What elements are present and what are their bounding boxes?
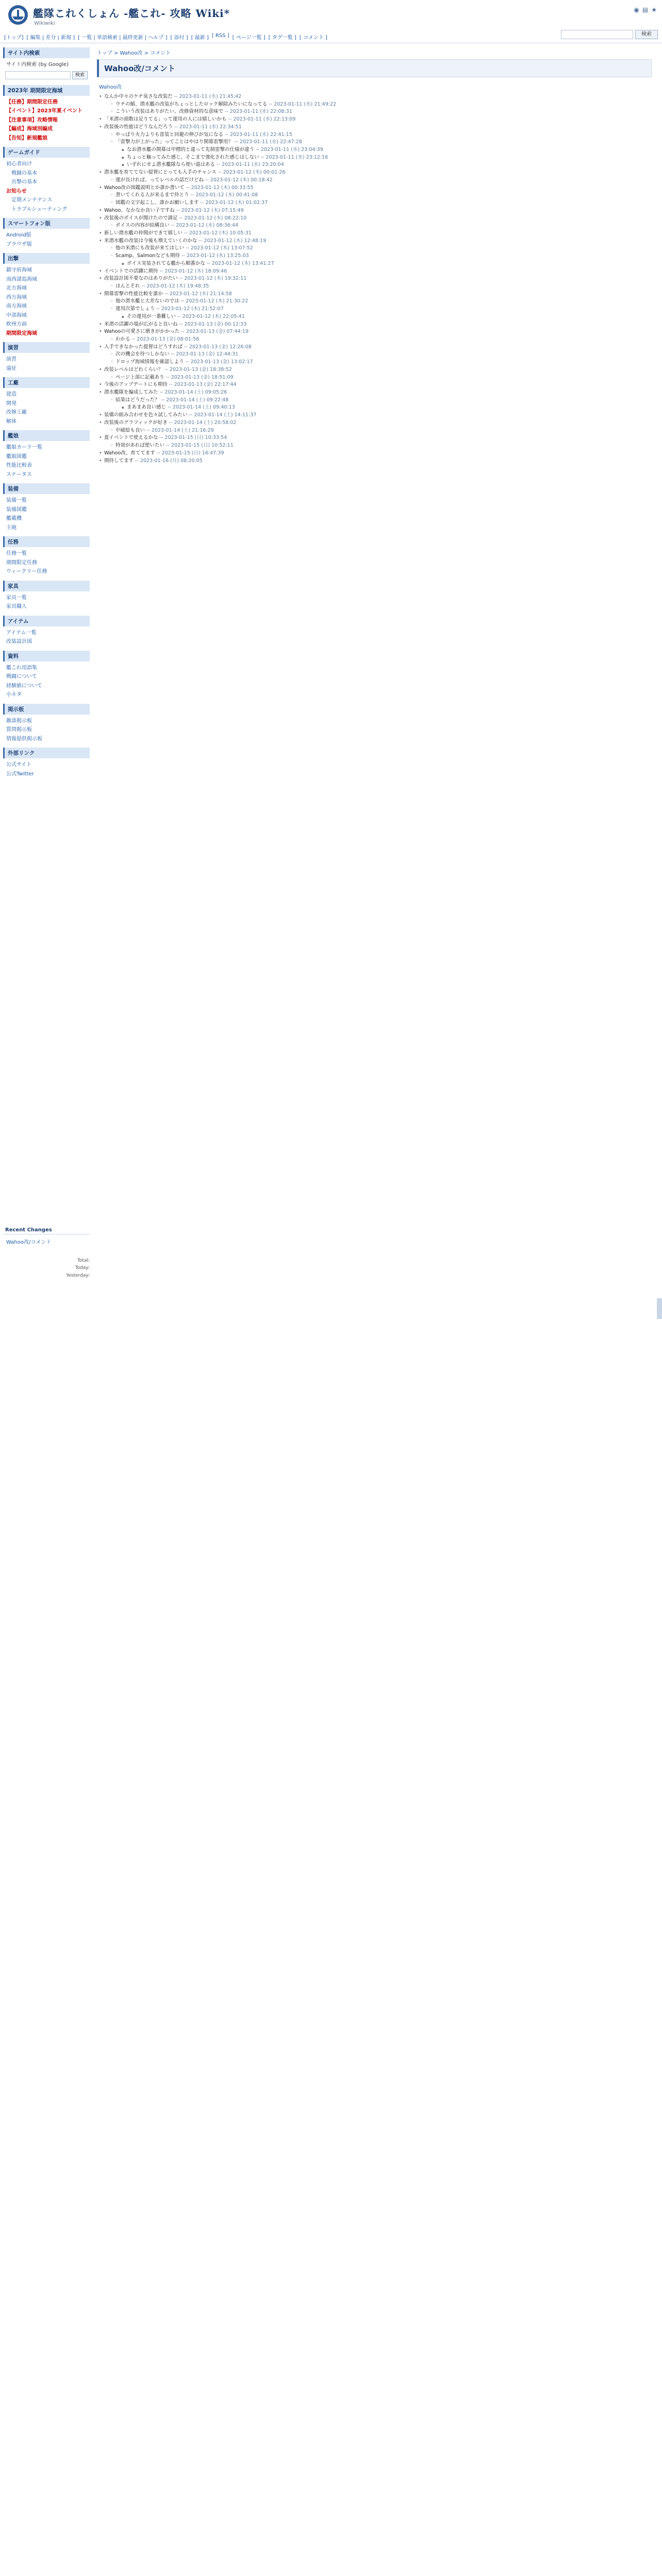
sidebar-news-item[interactable]: 【告知】新規艦娘 bbox=[6, 135, 47, 141]
site-header bbox=[0, 0, 662, 43]
sidebar-news-item[interactable]: 【注意事項】攻略情報 bbox=[6, 117, 58, 123]
comment-text: 特効があれば使いたい bbox=[115, 443, 167, 449]
comment-item bbox=[108, 101, 658, 109]
sidebar-item[interactable]: Android版 bbox=[6, 232, 31, 238]
comment-text: 「米潜の頭数は足りてる」って運用の人には嬉しいかも bbox=[104, 116, 228, 123]
comment-text: 期待してます bbox=[104, 457, 136, 464]
sidebar-section-title: スマートフォン版 bbox=[3, 218, 90, 229]
sidebar-item[interactable]: 公式サイト bbox=[6, 762, 32, 768]
sidebar-section-list bbox=[3, 160, 90, 214]
comment-item bbox=[97, 238, 658, 245]
sidebar-item[interactable]: 性能比較表 bbox=[6, 463, 32, 468]
nav-link[interactable]: [トップ] bbox=[4, 35, 24, 41]
breadcrumb[interactable]: トップ > Wahoo改 > コメント bbox=[97, 50, 171, 56]
comment-text: イベントでの活躍に期待 bbox=[104, 268, 160, 274]
header-icons bbox=[634, 6, 657, 13]
sidebar-item[interactable]: 装備図鑑 bbox=[6, 506, 27, 513]
nav-link[interactable]: [ 添付 ] bbox=[170, 35, 188, 41]
sidebar-section-list bbox=[3, 390, 90, 426]
comment-date: -- 2023-01-14 (土) 09:22:48 bbox=[161, 397, 229, 403]
sidebar-item[interactable]: 遠征 bbox=[6, 365, 16, 371]
comment-date: -- 2023-01-11 (水) 22:47:28 bbox=[235, 139, 302, 145]
comment-date: -- 2023-01-12 (木) 01:02:37 bbox=[200, 200, 268, 206]
sidebar-item[interactable]: 艦これ用語集 bbox=[6, 665, 37, 671]
comment-text: Wahoo改の図鑑説明とか誰か書いて bbox=[104, 184, 186, 191]
comment-item bbox=[120, 404, 658, 412]
sidebar-section bbox=[3, 483, 90, 532]
comment-date: -- 2023-01-12 (木) 21:30:22 bbox=[180, 298, 249, 304]
sidebar-item[interactable]: 艦載機 bbox=[6, 516, 22, 521]
sidebar-item[interactable]: 欧州方面 bbox=[6, 321, 27, 327]
comment-text: ページ上部に記載あり bbox=[115, 374, 166, 380]
sidebar-item[interactable]: 任務一覧 bbox=[6, 551, 27, 556]
comment-item bbox=[108, 374, 658, 382]
sidebar-item[interactable]: アイテム一覧 bbox=[6, 630, 37, 636]
sidebar-item[interactable]: 期間限定任務 bbox=[6, 560, 37, 566]
comment-item bbox=[120, 146, 658, 154]
sidebar-search-box bbox=[3, 47, 90, 81]
nav-link[interactable]: [ 最新 ] bbox=[191, 35, 209, 41]
sidebar-section-list bbox=[3, 549, 90, 577]
sidebar-section bbox=[3, 253, 90, 338]
comment-date: -- 2023-01-13 (金) 12:26:08 bbox=[184, 344, 252, 350]
comment-item bbox=[108, 131, 658, 139]
sidebar-item[interactable]: 小ネタ bbox=[6, 692, 22, 698]
sidebar-item[interactable]: 艦娘図鑑 bbox=[6, 453, 27, 460]
comment-item bbox=[97, 184, 658, 192]
comment-date: -- 2023-01-12 (木) 13:25:03 bbox=[181, 253, 249, 259]
comment-date: -- 2023-01-12 (木) 18:09:46 bbox=[159, 268, 227, 274]
sidebar-item[interactable]: 北方海域 bbox=[6, 285, 27, 291]
sidebar-section-title: 掲示板 bbox=[3, 704, 90, 715]
comment-text: 運用次第でしょう bbox=[115, 306, 157, 312]
comment-item bbox=[97, 381, 658, 389]
comment-item bbox=[108, 139, 658, 146]
sidebar-section bbox=[3, 430, 90, 479]
comment-item bbox=[108, 252, 658, 260]
comment-item bbox=[97, 124, 658, 131]
comment-date: -- 2023-01-14 (土) 09:40:13 bbox=[168, 404, 235, 411]
comment-item bbox=[97, 389, 658, 397]
sidebar-item[interactable]: 中部海域 bbox=[6, 312, 27, 318]
comment-item bbox=[97, 207, 658, 215]
sidebar-section-list bbox=[3, 717, 90, 744]
comment-item bbox=[108, 283, 658, 291]
sidebar-section bbox=[3, 651, 90, 700]
sidebar-item[interactable]: 南方海域 bbox=[6, 303, 27, 309]
sidebar-section-title: 演習 bbox=[3, 342, 90, 353]
sidebar-item[interactable]: 改装設計図 bbox=[6, 639, 32, 645]
sidebar-search-input[interactable] bbox=[5, 71, 71, 79]
comment-date: -- 2023-01-12 (木) 22:05:41 bbox=[177, 313, 245, 319]
comment-date: -- 2023-01-11 (水) 22:34:51 bbox=[174, 124, 242, 130]
comment-text: 他の米潜にも改装が来てほしい bbox=[115, 245, 186, 251]
comment-text: 結果はどうだった？ bbox=[115, 397, 161, 403]
comment-date: -- 2023-01-15 (日) 16:47:39 bbox=[156, 450, 224, 456]
sidebar-section bbox=[3, 377, 90, 426]
comment-date: -- 2023-01-13 (金) 18:38:52 bbox=[164, 366, 232, 372]
sidebar-section bbox=[3, 581, 90, 612]
comment-date: -- 2023-01-11 (水) 23:12:16 bbox=[260, 154, 328, 160]
comment-date: -- 2023-01-12 (木) 19:32:11 bbox=[179, 276, 247, 282]
comment-text: 改装後のボイスが聞けたので満足 bbox=[104, 215, 179, 221]
comment-text: 改装後の性能はどうなんだろう bbox=[104, 124, 175, 130]
comment-text: 改装設計図不要なのはありがたい bbox=[104, 276, 179, 282]
main-content bbox=[97, 47, 658, 2576]
sidebar-item[interactable]: 装備一覧 bbox=[6, 498, 27, 503]
comment-item bbox=[108, 427, 658, 435]
sidebar-search-button[interactable]: 検索 bbox=[72, 71, 88, 79]
sidebar-search-caption: サイト内検索 (by Google) bbox=[6, 62, 69, 67]
comment-date: -- 2023-01-11 (水) 22:08:31 bbox=[225, 109, 292, 115]
comment-text: 図鑑の文字起こし、誰かお願いします bbox=[115, 200, 201, 206]
comment-text: なんか中々のケチ臭さな改装だ bbox=[104, 94, 174, 99]
site-logo-icon[interactable] bbox=[7, 4, 29, 26]
comment-item bbox=[97, 321, 658, 329]
comment-text: 「雷撃力が上がった」ってことはやはり開幕雷撃用？ bbox=[115, 139, 235, 145]
sidebar-news-list bbox=[3, 98, 90, 143]
comment-text: Wahoo改、育ててます bbox=[104, 450, 157, 456]
comment-date: -- 2023-01-12 (木) 21:14:58 bbox=[164, 291, 232, 297]
comment-item bbox=[97, 419, 658, 427]
comment-text: 米潜水艦の改装は今後も増えていくのかな bbox=[104, 238, 199, 244]
sidebar-item[interactable]: 開発 bbox=[6, 400, 16, 406]
sidebar-section-list bbox=[3, 231, 90, 249]
sidebar-item[interactable]: 情報提供掲示板 bbox=[6, 736, 42, 742]
sidebar-item[interactable]: 初心者向け bbox=[6, 161, 32, 167]
sidebar-section-list bbox=[3, 594, 90, 612]
access-counter bbox=[52, 1257, 90, 1279]
comment-date: -- 2023-01-13 (金) 07:44:19 bbox=[181, 329, 249, 335]
comment-text: 改装後のグラフィックが好き bbox=[104, 419, 169, 426]
comment-item bbox=[97, 291, 658, 298]
comment-text: 新しい潜水艦の仲間ができて嬉しい bbox=[104, 230, 185, 236]
sidebar-section bbox=[3, 342, 90, 373]
sidebar-item[interactable]: 解体 bbox=[6, 418, 16, 425]
comment-text: なお潜水艦の開幕は甲標的と違って先制雷撃の仕様が違う bbox=[127, 147, 256, 153]
site-title[interactable]: 艦隊これくしょん -艦これ- 攻略 Wiki* bbox=[33, 7, 230, 20]
comment-item bbox=[108, 336, 658, 344]
comment-text: 入手できなかった提督はどうすれば bbox=[104, 344, 185, 350]
sidebar-item[interactable]: 艦娘カード一覧 bbox=[6, 445, 42, 450]
sidebar-section-list bbox=[3, 629, 90, 647]
sidebar-item[interactable]: 質問掲示板 bbox=[6, 727, 32, 733]
sidebar-item[interactable]: 戦闘について bbox=[6, 674, 37, 680]
comment-item bbox=[108, 306, 658, 313]
comment-date: -- 2023-01-12 (木) 13:41:27 bbox=[206, 260, 274, 266]
sidebar-section-list bbox=[3, 496, 90, 532]
recent-changes-title: Recent Changes bbox=[3, 1226, 90, 1234]
counter-yesterday-label: Yesterday: bbox=[65, 1273, 90, 1278]
sidebar-section-title: 出撃 bbox=[3, 253, 90, 264]
comment-text: Wahoo、なかなか良い子ですね bbox=[104, 207, 176, 213]
comment-item bbox=[97, 230, 658, 238]
comment-text: いずれにせよ潜水艦隊なら使い道はある bbox=[127, 162, 217, 168]
sidebar-item[interactable]: 主砲 bbox=[6, 524, 16, 531]
comment-item bbox=[97, 268, 658, 276]
site-subtitle: Wikiwiki bbox=[34, 21, 55, 26]
recent-changes-list bbox=[3, 1236, 90, 1246]
comment-item bbox=[108, 177, 658, 184]
comment-text: 装備の組み合わせを色々試してみたい bbox=[104, 412, 189, 418]
top-search-button[interactable]: 検索 bbox=[635, 30, 658, 39]
comment-item bbox=[108, 351, 658, 359]
sidebar-item[interactable]: ステータス bbox=[6, 471, 32, 478]
comment-item bbox=[108, 199, 658, 207]
comment-text: 運が良ければ、ってレベルの話だけどね bbox=[115, 177, 206, 183]
sidebar-item[interactable]: 演習 bbox=[6, 357, 16, 362]
comment-text: ウチの鯖、潜水艦の改装がちょっとしたロック解除みたいになってる bbox=[115, 101, 269, 107]
sidebar-item[interactable]: 期間限定海域 bbox=[6, 330, 37, 336]
sidebar-item[interactable]: お知らせ bbox=[6, 188, 27, 194]
comment-text: ボイスの内容が結構良い bbox=[115, 223, 171, 229]
comment-item bbox=[108, 298, 658, 306]
comment-item bbox=[97, 215, 658, 223]
page-title: Wahoo改/コメント bbox=[97, 59, 652, 77]
comment-text: ほんとそれ bbox=[115, 283, 142, 289]
comment-date: -- 2023-01-12 (木) 07:15:49 bbox=[176, 207, 244, 213]
sidebar-item[interactable]: 建造 bbox=[6, 392, 16, 397]
comment-item bbox=[97, 412, 658, 419]
sidebar-section-list bbox=[3, 760, 90, 778]
comment-date: -- 2023-01-11 (水) 23:20:04 bbox=[217, 162, 284, 168]
comment-text: 他の潜水艦と大差ないのでは bbox=[115, 298, 181, 304]
recent-change-item[interactable]: Wahoo改/コメント bbox=[6, 1240, 52, 1245]
print-icon[interactable]: ▤ bbox=[642, 6, 649, 13]
sidebar-section-title: 装備 bbox=[3, 483, 90, 494]
comment-item bbox=[120, 313, 658, 321]
comment-text: ボイス実装されてる艦から順番かな bbox=[127, 260, 207, 266]
sidebar-item[interactable]: 改修工廠 bbox=[6, 410, 27, 415]
comment-date: -- 2023-01-14 (土) 09:05:26 bbox=[159, 389, 227, 396]
comment-item bbox=[108, 442, 658, 450]
sidebar-item[interactable]: 公式Twitter bbox=[6, 771, 34, 777]
sidebar-item[interactable]: 家具一覧 bbox=[6, 595, 27, 601]
sidebar-section-title: 任務 bbox=[3, 536, 90, 547]
sidebar-section-list bbox=[3, 266, 90, 338]
recent-changes bbox=[3, 1226, 90, 1246]
comment-date: -- 2023-01-12 (木) 08:36:44 bbox=[171, 223, 239, 229]
comment-date: -- 2023-01-13 (金) 22:17:44 bbox=[169, 382, 237, 388]
sidebar-section-list bbox=[3, 355, 90, 373]
comment-date: -- 2023-01-13 (金) 13:02:17 bbox=[185, 359, 253, 365]
sidebar-section-list bbox=[3, 664, 90, 700]
top-navigation bbox=[4, 32, 658, 41]
comment-item bbox=[108, 245, 658, 252]
comment-text: Scamp、Salmonなども期待 bbox=[115, 253, 181, 259]
sidebar-item[interactable]: ウィークリー任務 bbox=[6, 569, 47, 574]
comment-date: -- 2023-01-13 (金) 18:51:09 bbox=[166, 374, 234, 380]
comment-date: -- 2023-01-15 (日) 10:33:54 bbox=[159, 435, 227, 441]
sidebar-item[interactable]: 経験値について bbox=[6, 683, 42, 689]
nav-link[interactable]: [ 一覧 | 単語検索 | 最終更新 | ヘルプ ] bbox=[78, 35, 168, 41]
sidebar-news-item[interactable]: 【イベント】2023年夏イベント bbox=[6, 108, 82, 114]
comment-date: -- 2023-01-12 (木) 21:52:07 bbox=[156, 306, 224, 312]
sidebar-item[interactable]: 戦闘の基本 bbox=[11, 170, 37, 176]
comment-text: ドロップ海域情報を確認しよう bbox=[115, 359, 186, 365]
counter-today-label: Today: bbox=[75, 1265, 90, 1271]
comment-text: まあまあ良い感じ bbox=[127, 404, 168, 411]
sidebar-item[interactable]: トラブルシューティング bbox=[11, 206, 68, 212]
nav-link[interactable]: [ タグ一覧 ] bbox=[268, 35, 296, 41]
sidebar-section-title: 工廠 bbox=[3, 377, 90, 388]
comment-item bbox=[97, 450, 658, 457]
comment-date: -- 2023-01-12 (木) 10:05:31 bbox=[184, 230, 252, 236]
comment-date: -- 2023-01-15 (日) 10:52:11 bbox=[166, 443, 234, 449]
comment-date: -- 2023-01-12 (木) 19:48:35 bbox=[141, 283, 209, 289]
comment-item bbox=[97, 344, 658, 351]
comment-item bbox=[97, 93, 658, 101]
sidebar-search-title: サイト内検索 bbox=[3, 47, 90, 58]
sidebar-item[interactable]: 家具職人 bbox=[6, 604, 27, 609]
sidebar-news-item[interactable]: 【編成】海域別編成 bbox=[6, 126, 53, 132]
comment-date: -- 2023-01-16 (月) 08:20:05 bbox=[135, 457, 203, 464]
sidebar-item[interactable]: 出撃の基本 bbox=[11, 179, 37, 185]
sidebar-news-title: 2023年 期間限定海域 bbox=[3, 85, 90, 96]
bookmark-icon[interactable]: ★ bbox=[651, 6, 657, 13]
comment-text: 潜水艦隊を編成してみた bbox=[104, 389, 160, 396]
sidebar-section bbox=[3, 748, 90, 778]
comment-text: わかる bbox=[115, 336, 132, 342]
comment-text: ちょっと触ってみた感じ、そこまで強化された感じはしない bbox=[127, 154, 261, 160]
comment-item bbox=[108, 192, 658, 199]
nav-link[interactable]: [ RSS ] bbox=[211, 32, 229, 39]
comment-text: こういう改装はありがたい、改修資材的な意味で bbox=[115, 109, 225, 115]
comment-item bbox=[97, 366, 658, 374]
sidebar-section bbox=[3, 616, 90, 647]
sidebar-section-title: 家具 bbox=[3, 581, 90, 591]
comment-text: 開幕雷撃の性能比較を誰か bbox=[104, 291, 165, 297]
comment-text: 改装レベルはどれくらい？ bbox=[104, 366, 165, 372]
sidebar-section-list bbox=[3, 443, 90, 479]
comment-text: 米潜の活躍の場が広がると良いね bbox=[104, 321, 179, 327]
comment-date: -- 2023-01-11 (水) 21:45:42 bbox=[174, 94, 242, 99]
comment-item bbox=[97, 328, 658, 336]
comment-date: -- 2023-01-12 (木) 13:07:52 bbox=[186, 245, 253, 251]
sidebar-item[interactable]: ブラウザ版 bbox=[6, 241, 32, 247]
sidebar-item[interactable]: 南西諸島海域 bbox=[6, 276, 37, 282]
comment-date: -- 2023-01-12 (木) 00:41:08 bbox=[190, 192, 258, 198]
rss-icon[interactable]: ◉ bbox=[634, 6, 639, 13]
comment-date: -- 2023-01-14 (土) 14:11:37 bbox=[189, 412, 257, 418]
comment-date: -- 2023-01-11 (水) 21:49:22 bbox=[269, 101, 337, 107]
counter-total-label: Total: bbox=[77, 1258, 90, 1263]
nav-link[interactable]: [ 編集 | 差分 | 新規 ] bbox=[26, 35, 75, 41]
nav-links bbox=[4, 33, 330, 41]
comment-text: Wahooの可愛さに磨きがかかった bbox=[104, 329, 181, 335]
comment-item bbox=[120, 260, 658, 268]
comment-item bbox=[97, 434, 658, 442]
comment-date: -- 2023-01-11 (水) 23:04:39 bbox=[256, 147, 323, 153]
comment-item bbox=[97, 275, 658, 283]
comment-item bbox=[108, 397, 658, 404]
comment-text: やっぱり火力よりも雷装と回避の伸びが気になる bbox=[115, 131, 225, 138]
comment-item bbox=[108, 108, 658, 116]
nav-link[interactable]: [ コメント ] bbox=[299, 35, 327, 41]
comment-date: -- 2023-01-12 (木) 00:01:26 bbox=[218, 170, 286, 176]
sidebar-section-title: ゲームガイド bbox=[3, 147, 90, 158]
sidebar bbox=[3, 47, 90, 1541]
comment-item bbox=[120, 154, 658, 162]
sidebar-item[interactable]: 西方海域 bbox=[6, 294, 27, 300]
sidebar-item[interactable]: 鎮守府海域 bbox=[6, 267, 32, 273]
sidebar-section bbox=[3, 704, 90, 744]
sidebar-item[interactable]: 定期メンテナンス bbox=[11, 197, 53, 203]
comment-text: 中破絵も良い bbox=[115, 427, 147, 433]
sidebar-section-title: 艦娘 bbox=[3, 430, 90, 441]
topic-link[interactable]: Wahoo改 bbox=[99, 84, 122, 90]
comment-date: -- 2023-01-14 (土) 21:16:29 bbox=[146, 427, 214, 433]
sidebar-news-item[interactable]: 【任務】期間限定任務 bbox=[6, 99, 58, 105]
sidebar-section bbox=[3, 147, 90, 214]
comment-date: -- 2023-01-11 (水) 22:41:15 bbox=[225, 131, 292, 138]
comment-item bbox=[97, 116, 658, 124]
sidebar-news-box bbox=[3, 85, 90, 143]
comment-date: -- 2023-01-14 (土) 20:58:02 bbox=[169, 419, 237, 426]
comment-date: -- 2023-01-12 (木) 00:18:42 bbox=[205, 177, 273, 183]
nav-link[interactable]: [ ページ一覧 ] bbox=[232, 35, 266, 41]
comment-item bbox=[120, 161, 658, 169]
comment-text: 書いてくれる人が来るまで待とう bbox=[115, 192, 191, 198]
comment-date: -- 2023-01-13 (金) 12:44:31 bbox=[171, 351, 239, 358]
sidebar-section bbox=[3, 218, 90, 249]
comment-date: -- 2023-01-12 (木) 12:48:19 bbox=[198, 238, 267, 244]
sidebar-section-title: 外部リンク bbox=[3, 748, 90, 758]
comment-item bbox=[108, 359, 658, 366]
sidebar-section-title: 資料 bbox=[3, 651, 90, 662]
page-scroll-handle[interactable] bbox=[657, 1298, 662, 1319]
comment-date: -- 2023-01-13 (金) 00:12:33 bbox=[179, 321, 247, 327]
comment-list bbox=[97, 93, 658, 465]
comment-item bbox=[97, 169, 658, 177]
top-search-input[interactable] bbox=[561, 30, 633, 39]
comment-text: その運用が一番難しい bbox=[127, 313, 178, 319]
comment-text: 夏イベントで使えるかな bbox=[104, 435, 160, 441]
comment-item bbox=[97, 457, 658, 465]
comment-text: 次の機会を待つしかない bbox=[115, 351, 171, 358]
sidebar-section bbox=[3, 536, 90, 577]
comment-date: -- 2023-01-11 (水) 22:13:09 bbox=[228, 116, 296, 123]
comment-date: -- 2023-01-12 (木) 08:22:10 bbox=[179, 215, 247, 221]
comment-text: 今後のアップデートにも期待 bbox=[104, 382, 169, 388]
comment-date: -- 2023-01-13 (金) 08:01:56 bbox=[131, 336, 200, 342]
sidebar-section-title: アイテム bbox=[3, 616, 90, 626]
comment-item bbox=[108, 222, 658, 230]
sidebar-sections bbox=[3, 147, 90, 778]
sidebar-item[interactable]: 雑談掲示板 bbox=[6, 718, 32, 724]
comment-date: -- 2023-01-12 (木) 00:33:55 bbox=[186, 184, 254, 191]
comment-text: 潜水艦を育ててない提督にとっても入手のチャンス bbox=[104, 170, 218, 176]
